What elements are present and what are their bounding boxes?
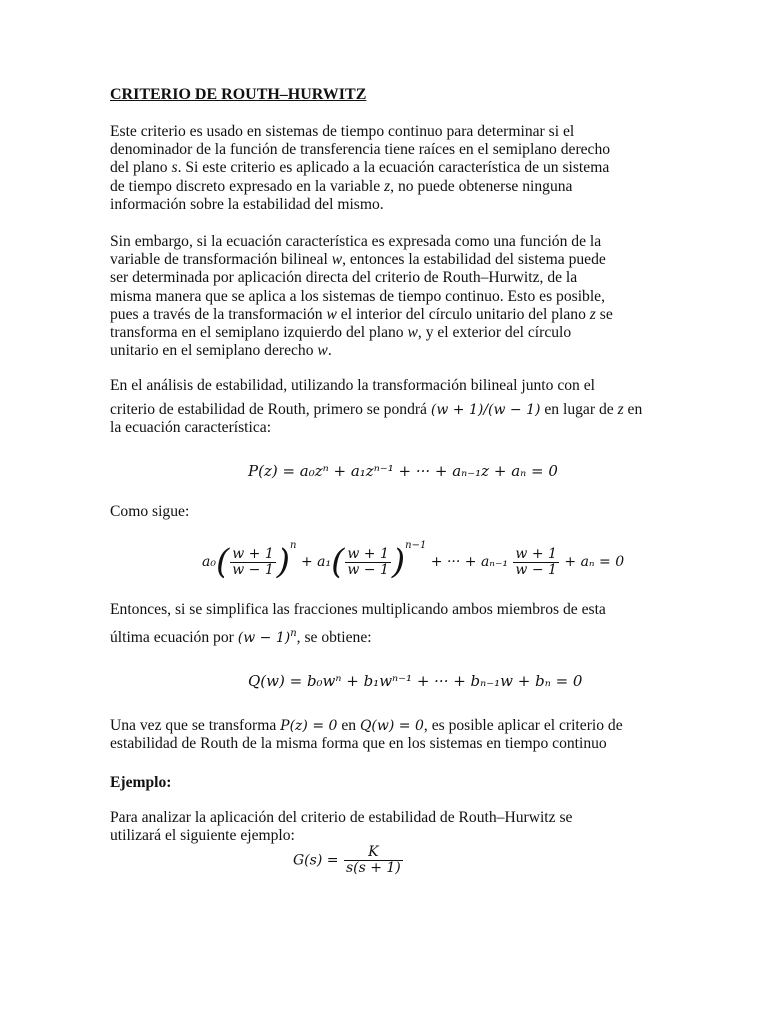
equation-transfer-function: G(s) = $\frac{K}{s(s + 1)}$ — [293, 844, 401, 876]
equation-p-of-z: P(z) = a₀zⁿ + a₁zⁿ⁻¹ + ··· + aₙ₋₁z + aₙ = 0 — [248, 462, 558, 480]
text-line: información sobre la estabilidad del mismo. — [110, 195, 384, 213]
text-line: ser determinada por aplicación directa del criterio de Routh–Hurwitz, de la — [110, 269, 578, 287]
inline-equation: (w + 1)/(w − 1) — [430, 402, 541, 419]
page-title: CRITERIO DE ROUTH–HURWITZ — [110, 86, 367, 103]
paragraph-stability — [110, 377, 658, 438]
equation-bilinear-substitution: a₀( $\frac{w + 1}{w - 1}$ )$^n$ + a₁( $\frac{w + 1}{w - 1}$ )$^{n-1}$ + ··· + aₙ₋₁ $\frac{w + 1}{w - 1}$ + aₙ = 0 — [202, 540, 625, 582]
text-line: última ecuación por $(w - 1)^n$, se obtiene: — [110, 628, 372, 647]
text-line: Entonces, si se simplifica las fracciones multiplicando ambos miembros de esta — [110, 601, 606, 618]
text-line: Este criterio es usado en sistemas de tiempo continuo para determinar si el — [110, 123, 575, 140]
paragraph-example — [110, 809, 658, 845]
text-line: unitario en el semiplano derecho w. — [110, 342, 332, 360]
text-line: del plano s. Si este criterio es aplicado a la ecuación característica de un sistema — [110, 159, 610, 177]
text-line: En el análisis de estabilidad, utilizando la transformación bilineal junto con el — [110, 377, 595, 394]
text-line: estabilidad de Routh de la misma forma que en los sistemas en tiempo continuo — [110, 735, 607, 753]
paragraph-transform — [110, 717, 658, 753]
text-como-sigue: Como sigue: — [110, 503, 190, 520]
equation-q-of-w: Q(w) = b₀wⁿ + b₁wⁿ⁻¹ + ··· + bₙ₋₁w + bₙ = 0 — [248, 672, 583, 690]
text-line: de tiempo discreto expresado en la variable z, no puede obtenerse ninguna — [110, 177, 573, 195]
text-line: la ecuación característica: — [110, 419, 272, 437]
text-line: transforma en el semiplano izquierdo del plano w, y el exterior del círculo — [110, 324, 572, 342]
paragraph-intro — [110, 123, 658, 214]
text-line: Una vez que se transforma P(z) = 0 en Q(w) = 0, es posible aplicar el criterio de — [110, 717, 623, 734]
text-line: pues a través de la transformación w el interior del círculo unitario del plano z se — [110, 305, 613, 323]
text-line: Sin embargo, si la ecuación característica es expresada como una función de la — [110, 233, 602, 250]
text-line: criterio de estabilidad de Routh, primero se pondrá (w + 1)/(w − 1) en lugar de z en — [110, 401, 643, 419]
paragraph-simplify — [110, 601, 658, 648]
text-line: denominador de la función de transferencia tiene raíces en el semiplano derecho — [110, 141, 611, 159]
text-line: misma manera que se aplica a los sistemas de tiempo continuo. Esto es posible, — [110, 287, 605, 305]
paragraph-bilinear — [110, 233, 658, 360]
text-line: variable de transformación bilineal w, entonces la estabilidad del sistema puede — [110, 251, 606, 269]
heading-ejemplo: Ejemplo: — [110, 774, 172, 791]
text-line: Para analizar la aplicación del criterio de estabilidad de Routh–Hurwitz se — [110, 809, 573, 826]
text-line: utilizará el siguiente ejemplo: — [110, 827, 295, 845]
